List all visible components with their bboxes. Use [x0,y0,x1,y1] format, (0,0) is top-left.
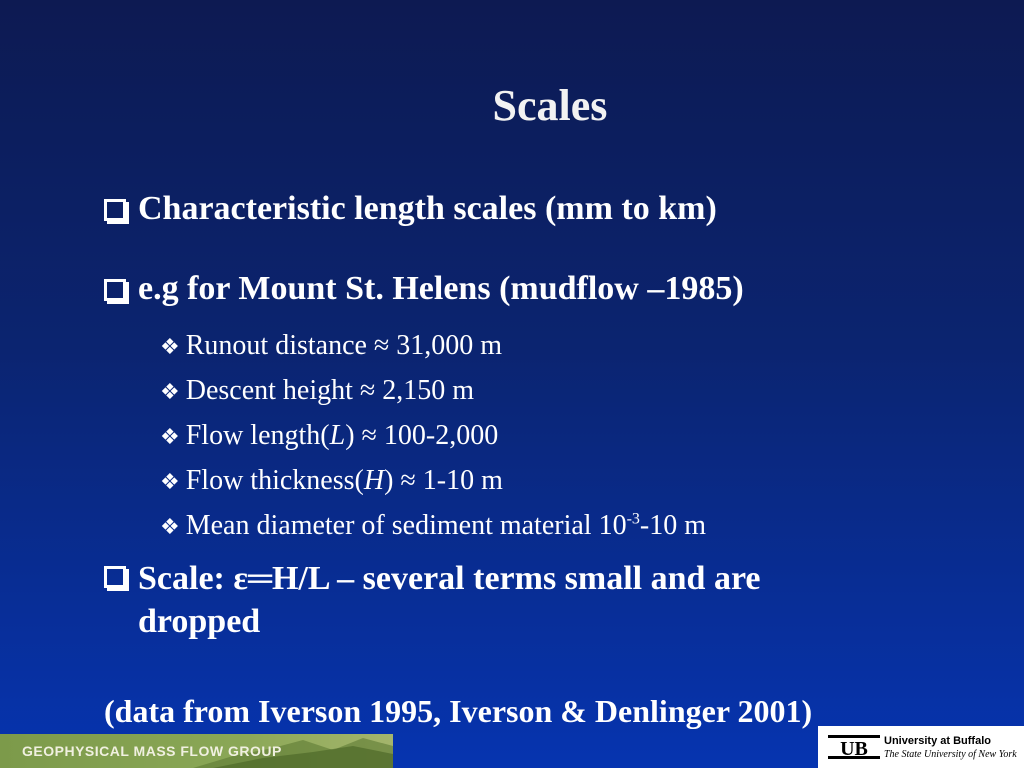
sub-bullet-text: Runout distance ≈ 31,000 m [185,330,503,361]
sub-bullet-text: Mean diameter of sediment material $10^{-3}-10$ m [185,510,707,541]
footer-group-banner [0,734,393,768]
sub-bullet-flow-thickness [160,465,503,497]
citation: (data from Iverson 1995, Iverson & Denlinger 2001) [104,693,813,729]
checkbox-bullet-icon [104,199,126,221]
ub-logo-icon [828,732,880,762]
slide-title: Scales [492,81,608,130]
bullet-mount-st-helens [104,270,744,308]
bullet-text: Scale: ε═H/L – several terms small and are dropped [138,560,761,640]
sub-bullet-descent [160,375,474,407]
group-label: GEOPHYSICAL MASS FLOW GROUP [22,743,282,759]
university-subtitle: The State University of New York [884,749,1017,760]
diamond-bullet-icon: ❖ [160,334,180,359]
sub-bullet-mean-diameter [160,510,706,542]
diamond-bullet-icon: ❖ [160,379,180,404]
sub-bullet-runout [160,330,502,362]
bullet-scale [104,557,761,643]
university-logo [818,726,1024,768]
checkbox-bullet-icon [104,566,126,588]
diamond-bullet-icon: ❖ [160,469,180,494]
sub-bullet-text: Flow length(L) ≈ 100-2,000 [185,420,499,451]
bullet-length-scales [104,190,717,228]
checkbox-bullet-icon [104,279,126,301]
bullet-text: Characteristic length scales (mm to km) [138,190,717,227]
diamond-bullet-icon: ❖ [160,424,180,449]
bullet-text: e.g for Mount St. Helens (mudflow –1985) [138,270,744,307]
diamond-bullet-icon: ❖ [160,514,180,539]
sub-bullet-flow-length [160,420,498,452]
sub-bullet-text: Flow thickness(H) ≈ 1-10 m [185,465,503,496]
university-name: University at Buffalo [884,735,991,747]
svg-text:UB: UB [840,738,868,760]
sub-bullet-text: Descent height ≈ 2,150 m [185,375,475,406]
